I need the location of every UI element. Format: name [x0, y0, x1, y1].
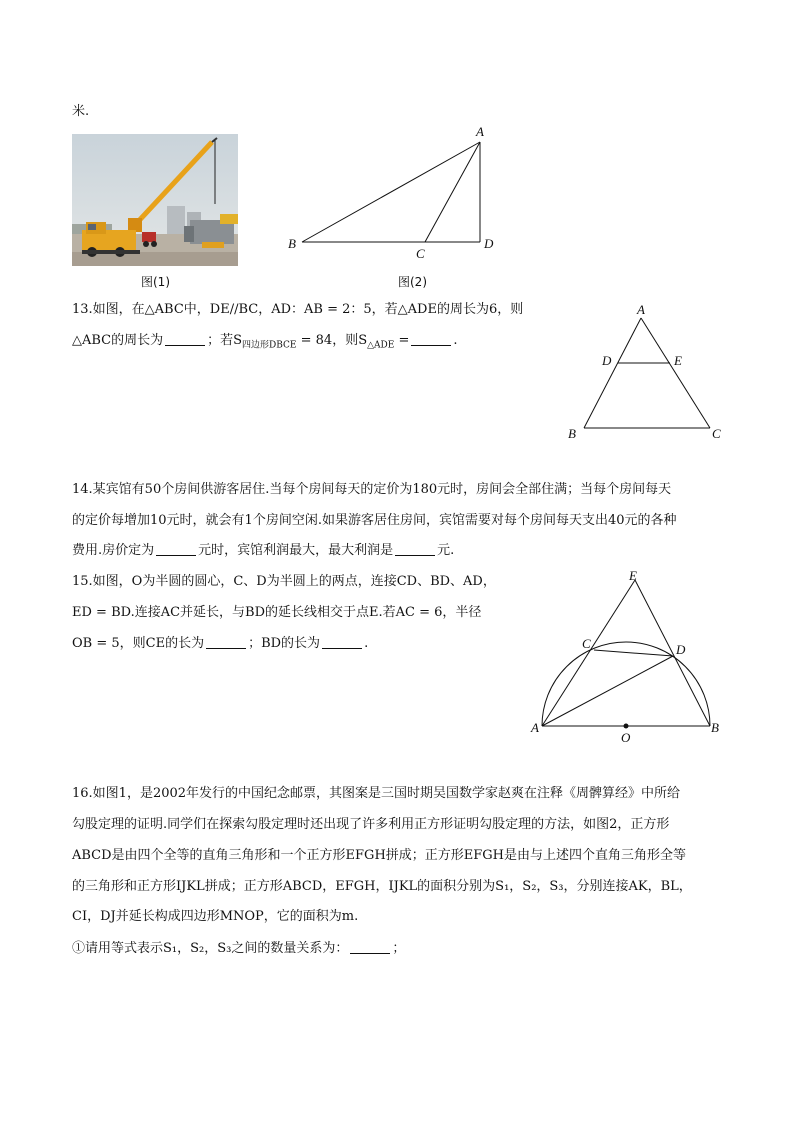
segment-ab — [584, 318, 641, 428]
label-d: D — [676, 642, 686, 657]
segment-ae — [542, 580, 635, 726]
label-e: E — [629, 568, 637, 583]
q13-answer-blank-2[interactable] — [411, 333, 451, 346]
label-d: D — [484, 236, 494, 251]
q16-answer-blank[interactable] — [350, 941, 390, 954]
q16-line-3: ABCD是由四个全等的直角三角形和一个正方形EFGH拼成；正方形EFGH是由与上述四个直角三角形全等 — [72, 848, 687, 863]
q14-line-1: 14.某宾馆有50个房间供游客居住.当每个房间每天的定价为180元时，房间会全部住满；当每个房间每天 — [72, 482, 672, 497]
figure-1-caption: 图(1) — [141, 275, 170, 289]
q14-line-3 — [72, 541, 454, 561]
figure-2-triangle — [280, 120, 500, 270]
q14-text-b: 元时，宾馆利润最大，最大利润是 — [198, 543, 394, 558]
label-c: C — [416, 246, 425, 261]
label-a: A — [637, 302, 645, 317]
q15-semicircle-figure — [525, 568, 725, 748]
segment-ba — [302, 142, 480, 242]
label-a: A — [476, 124, 484, 139]
q16-line-6 — [72, 939, 405, 959]
q13-text-e: . — [453, 333, 458, 348]
q16-line-4: 的三角形和正方形IJKL拼成；正方形ABCD，EFGH，IJKL的面积分别为S₁，S₂，S₃，分别连接AK，BL， — [72, 879, 692, 894]
label-c: C — [712, 426, 721, 441]
q15-line-2: ED = BD.连接AC并延长，与BD的延长线相交于点E.若AC = 6，半径 — [72, 605, 482, 620]
q13-sub-2: △ADE — [367, 340, 395, 351]
q16-text-b: ； — [392, 941, 406, 956]
previous-question-fragment: 米. — [72, 104, 90, 119]
label-e: E — [674, 353, 682, 368]
q16-line-1: 16.如图1，是2002年发行的中国纪念邮票，其图案是三国时期吴国数学家赵爽在注释《周髀算经》中所给 — [72, 786, 681, 801]
q15-line-1: 15.如图，O为半圆的圆心，C、D为半圆上的两点，连接CD、BD、AD， — [72, 574, 496, 589]
label-b: B — [568, 426, 576, 441]
segment-ad — [542, 656, 673, 726]
q14-text-c: 元. — [437, 543, 455, 558]
q13-text-d: = — [394, 333, 410, 348]
q16-text-a: ①请用等式表示S₁，S₂，S₃之间的数量关系为： — [72, 941, 349, 956]
q14-text-a: 费用.房价定为 — [72, 543, 155, 558]
label-b: B — [711, 720, 719, 735]
label-d: D — [602, 353, 612, 368]
q15-text-b: ；BD的长为 — [248, 636, 321, 651]
label-a: A — [531, 720, 539, 735]
crane-photo — [72, 134, 238, 266]
q13-line-2 — [72, 331, 458, 356]
center-point-o — [624, 724, 629, 729]
q13-text-c: = 84，则S — [296, 333, 368, 348]
q14-answer-blank-2[interactable] — [395, 543, 435, 556]
segment-ac — [641, 318, 710, 428]
label-b: B — [288, 236, 296, 251]
segment-cd — [594, 650, 673, 656]
q15-text-c: . — [364, 636, 369, 651]
segment-eb — [635, 580, 710, 726]
q15-line-3 — [72, 634, 368, 654]
q14-answer-blank-1[interactable] — [156, 543, 196, 556]
figure-2-caption: 图(2) — [398, 275, 427, 289]
q15-answer-blank-2[interactable] — [322, 636, 362, 649]
q13-text-b: ；若S — [207, 333, 243, 348]
q13-answer-blank-1[interactable] — [165, 333, 205, 346]
q13-triangle-figure — [560, 300, 730, 445]
q14-line-2: 的定价每增加10元时，就会有1个房间空闲.如果游客居住房间，宾馆需要对每个房间每天支出40元的各种 — [72, 513, 677, 528]
q15-answer-blank-1[interactable] — [206, 636, 246, 649]
label-c: C — [582, 636, 591, 651]
q13-text-a: △ABC的周长为 — [72, 333, 164, 348]
q13-sub-1: 四边形DBCE — [242, 340, 297, 351]
q13-line-1: 13.如图，在△ABC中，DE//BC，AD：AB = 2：5，若△ADE的周长为6，则 — [72, 302, 524, 317]
label-o: O — [621, 730, 631, 745]
q15-text-a: OB = 5，则CE的长为 — [72, 636, 205, 651]
q16-line-2: 勾股定理的证明.同学们在探索勾股定理时还出现了许多利用正方形证明勾股定理的方法，如图2，正方形 — [72, 817, 670, 832]
q16-line-5: CI，DJ并延长构成四边形MNOP，它的面积为m. — [72, 909, 359, 924]
crane-photo-illustration — [72, 134, 238, 266]
